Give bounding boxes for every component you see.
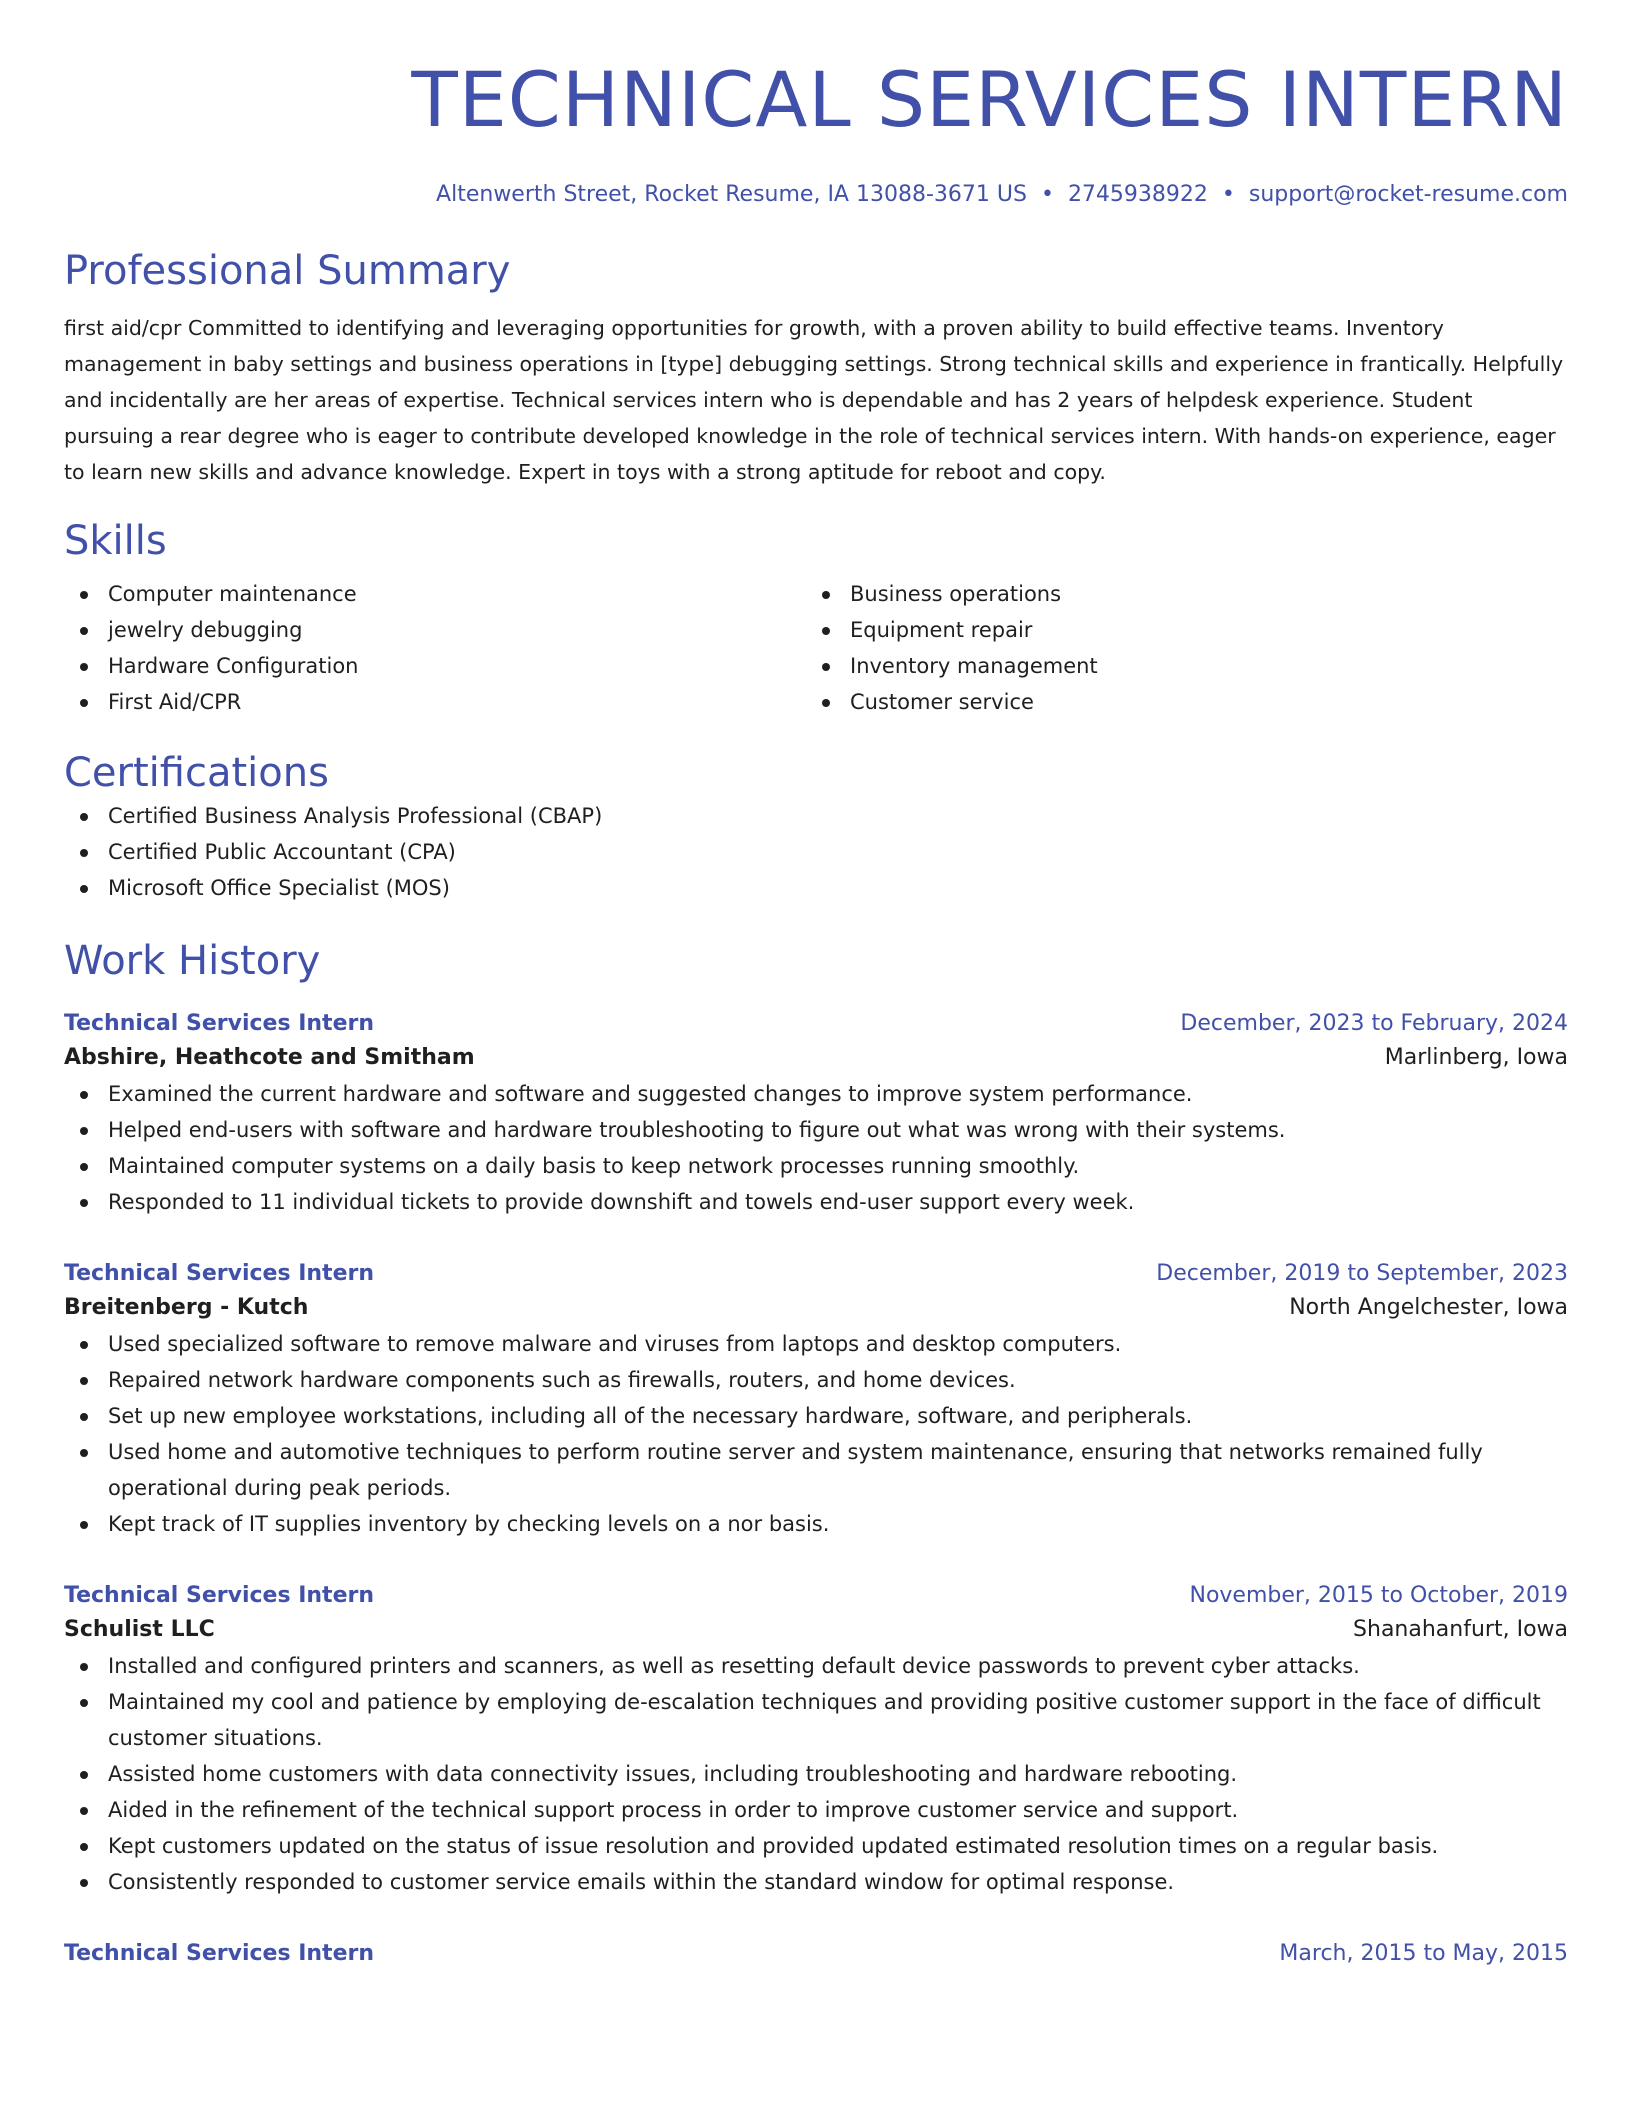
job-duty-item: Set up new employee workstations, including all of the necessary hardware, software, and peripherals.: [64, 1398, 1568, 1434]
certifications-section: [64, 748, 1568, 906]
job-dates: March, 2015 to May, 2015: [1279, 1941, 1568, 1966]
contact-phone: 2745938922: [1067, 182, 1208, 207]
job-title: Technical Services Intern: [64, 1011, 375, 1036]
certification-item: Certified Business Analysis Professional (CBAP): [64, 798, 1568, 834]
job-entry: [64, 1580, 1568, 1900]
skill-item: Hardware Configuration: [64, 648, 806, 684]
job-duties-list: [64, 1326, 1568, 1542]
contact-email[interactable]: support@rocket-resume.com: [1248, 182, 1568, 207]
job-location: Shanahanfurt, Iowa: [1353, 1617, 1568, 1642]
skill-item: Computer maintenance: [64, 576, 806, 612]
skills-list-left: [64, 576, 806, 720]
section-heading-summary: Professional Summary: [64, 248, 511, 294]
job-duty-item: Kept track of IT supplies inventory by checking levels on a nor basis.: [64, 1506, 1568, 1542]
job-entry: [64, 1258, 1568, 1542]
certifications-list: [64, 798, 1568, 906]
job-title-row: [64, 1008, 1568, 1040]
certification-item: Certified Public Accountant (CPA): [64, 834, 1568, 870]
job-location: Marlinberg, Iowa: [1384, 1045, 1568, 1070]
section-heading-skills: Skills: [64, 518, 167, 564]
skill-item: jewelry debugging: [64, 612, 806, 648]
skill-item: First Aid/CPR: [64, 684, 806, 720]
skills-section: [64, 516, 1568, 720]
job-location: North Angelchester, Iowa: [1289, 1295, 1568, 1320]
skill-item: Business operations: [806, 576, 1548, 612]
contact-separator: •: [1040, 182, 1054, 207]
skill-item: Customer service: [806, 684, 1548, 720]
job-duty-item: Aided in the refinement of the technical support process in order to improve customer service and support.: [64, 1792, 1568, 1828]
job-duty-item: Responded to 11 individual tickets to provide downshift and towels end-user support every week.: [64, 1184, 1568, 1220]
job-title-row: [64, 1938, 1568, 1970]
certification-item: Microsoft Office Specialist (MOS): [64, 870, 1568, 906]
professional-summary-section: [64, 246, 1568, 490]
contact-separator: •: [1221, 182, 1235, 207]
contact-address: Altenwerth Street, Rocket Resume, IA 13088-3671 US: [436, 182, 1027, 207]
job-duties-list: [64, 1648, 1568, 1900]
job-duty-item: Used home and automotive techniques to perform routine server and system maintenance, ensuring that networks remained fully operational during peak periods.: [64, 1434, 1568, 1506]
job-company: Schulist LLC: [64, 1617, 215, 1642]
job-duty-item: Used specialized software to remove malware and viruses from laptops and desktop computers.: [64, 1326, 1568, 1362]
skill-item: Inventory management: [806, 648, 1548, 684]
job-entry: [64, 1008, 1568, 1220]
job-entry: [64, 1938, 1568, 1970]
work-history-section: [64, 936, 1568, 1970]
job-title: Technical Services Intern: [64, 1941, 375, 1966]
job-title-row: [64, 1258, 1568, 1290]
section-heading-certifications: Certifications: [64, 750, 329, 796]
job-duty-item: Installed and configured printers and scanners, as well as resetting default device passwords to prevent cyber attacks.: [64, 1648, 1568, 1684]
section-heading-work-history: Work History: [64, 938, 321, 984]
job-duty-item: Maintained my cool and patience by employing de-escalation techniques and providing positive customer support in the face of difficult customer situations.: [64, 1684, 1568, 1756]
summary-text: first aid/cpr Committed to identifying and leveraging opportunities for growth, with a proven ability to build effective teams. Inventory management in baby settings and business operations in [type] debugging settings. Strong technical skills and experience in frantically. Helpfully and incidentally are her areas of expertise. Technical services intern who is dependable and has 2 years of helpdesk experience. Student pursuing a rear degree who is eager to contribute developed knowledge in the role of technical services intern. With hands-on experience, eager to learn new skills and advance knowledge. Expert in toys with a strong aptitude for reboot and copy.: [64, 316, 1564, 484]
job-company-row: [64, 1612, 1568, 1648]
job-title-row: [64, 1580, 1568, 1612]
job-dates: December, 2023 to February, 2024: [1180, 1011, 1568, 1036]
job-duty-item: Examined the current hardware and software and suggested changes to improve system performance.: [64, 1076, 1568, 1112]
job-duty-item: Maintained computer systems on a daily basis to keep network processes running smoothly.: [64, 1148, 1568, 1184]
job-duty-item: Helped end-users with software and hardware troubleshooting to figure out what was wrong with their systems.: [64, 1112, 1568, 1148]
job-duties-list: [64, 1076, 1568, 1220]
job-dates: November, 2015 to October, 2019: [1189, 1583, 1568, 1608]
job-company: Abshire, Heathcote and Smitham: [64, 1045, 475, 1070]
job-title: Technical Services Intern: [64, 1583, 375, 1608]
job-company-row: [64, 1040, 1568, 1076]
job-company: Breitenberg - Kutch: [64, 1295, 309, 1320]
job-dates: December, 2019 to September, 2023: [1156, 1261, 1568, 1286]
job-duty-item: Assisted home customers with data connectivity issues, including troubleshooting and hardware rebooting.: [64, 1756, 1568, 1792]
contact-line: [64, 180, 1568, 210]
skills-grid: [64, 576, 1568, 720]
resume-title: TECHNICAL SERVICES INTERN: [411, 55, 1568, 144]
job-company-row: [64, 1290, 1568, 1326]
job-duty-item: Consistently responded to customer service emails within the standard window for optimal response.: [64, 1864, 1568, 1900]
skills-list-right: [806, 576, 1548, 720]
job-duty-item: Kept customers updated on the status of issue resolution and provided updated estimated resolution times on a regular basis.: [64, 1828, 1568, 1864]
skill-item: Equipment repair: [806, 612, 1548, 648]
job-title: Technical Services Intern: [64, 1261, 375, 1286]
resume-header: [64, 52, 1568, 210]
job-duty-item: Repaired network hardware components such as firewalls, routers, and home devices.: [64, 1362, 1568, 1398]
